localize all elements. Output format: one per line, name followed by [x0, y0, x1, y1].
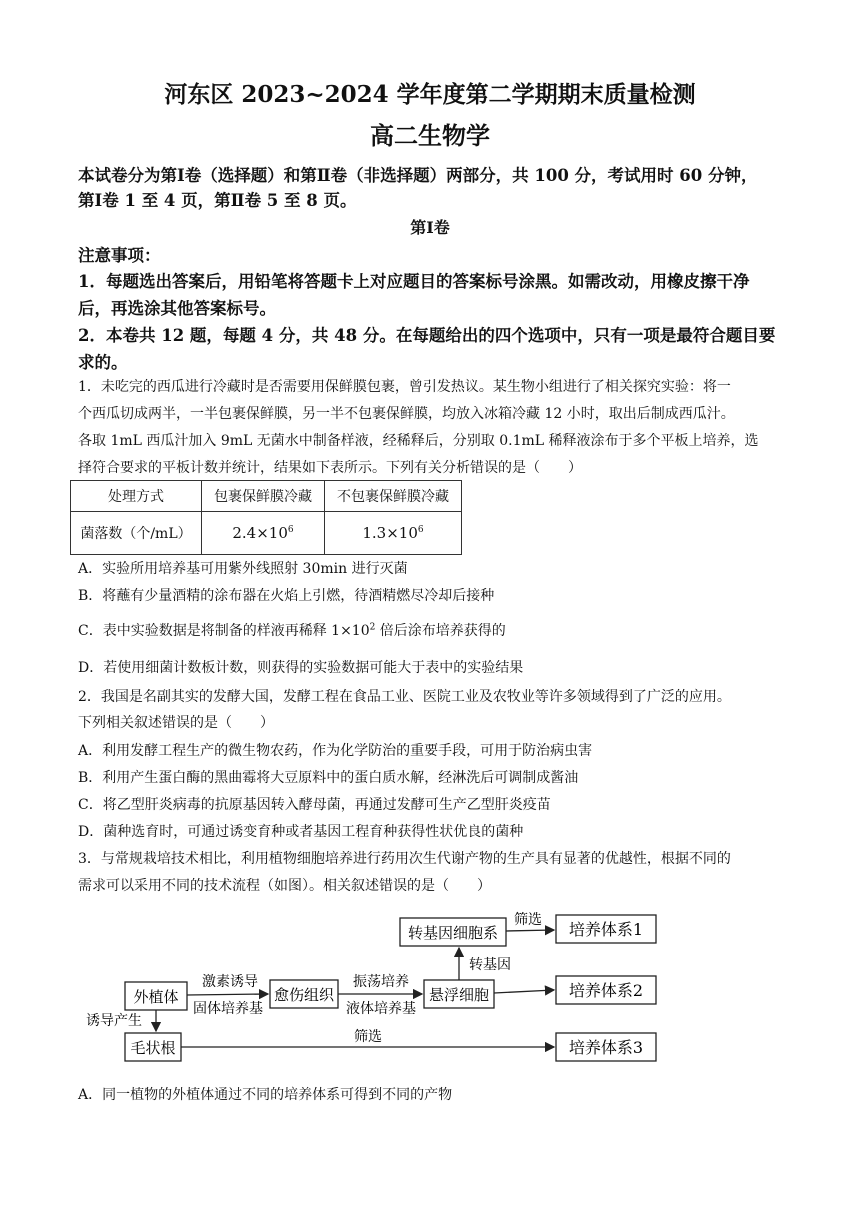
- q2-option-c: C．将乙型肝炎病毒的抗原基因转入酵母菌，再通过发酵可生产乙型肝炎疫苗: [78, 797, 551, 813]
- q3-stem-1: 3．与常规栽培技术相比，利用植物细胞培养进行药用次生代谢产物的生产具有显著的优越性，根据不同的: [78, 851, 731, 867]
- table-header-cell: 处理方式: [71, 481, 202, 512]
- label-system3: 培养体系3: [568, 1038, 644, 1057]
- notice-line-4: 求的。: [78, 353, 128, 372]
- q2-stem-1: 2．我国是名副其实的发酵大国，发酵工程在食品工业、医院工业及农牧业等许多领域得到了广泛的应用。: [78, 689, 731, 705]
- q2-option-a: A．利用发酵工程生产的微生物农药，作为化学防治的重要手段，可用于防治病虫害: [78, 743, 593, 759]
- notice-line-1: 1．每题选出答案后，用铅笔将答题卡上对应题目的答案标号涂黑。如需改动，用橡皮擦干净: [78, 272, 750, 291]
- table-cell-wrapped: [202, 512, 325, 555]
- q3-option-a: A．同一植物的外植体通过不同的培养体系可得到不同的产物: [78, 1087, 453, 1103]
- q1-table: [70, 480, 462, 555]
- option-c-exponent: 2: [369, 622, 376, 633]
- table-header-cell: 不包裹保鲜膜冷藏: [325, 481, 462, 512]
- section-label: 第Ⅰ卷: [410, 218, 450, 237]
- label-hormone: 激素诱导: [202, 974, 258, 990]
- exam-title: 河东区 2023~2024 学年度第二学期期末质量检测: [164, 81, 696, 108]
- label-callus: 愈伤组织: [273, 986, 335, 1004]
- q2-option-b: B．利用产生蛋白酶的黑曲霉将大豆原料中的蛋白质水解，经淋洗后可调制成酱油: [78, 770, 579, 786]
- option-c-pre: C．表中实验数据是将制备的样液再稀释 1×10: [78, 623, 370, 639]
- label-select3: 筛选: [354, 1029, 382, 1045]
- table-header-row: [71, 481, 462, 512]
- q1-option-b: B．将蘸有少量酒精的涂布器在火焰上引燃，待酒精燃尽冷却后接种: [78, 588, 495, 604]
- table-cell-unwrapped: [325, 512, 462, 555]
- option-c-post: 倍后涂布培养获得的: [375, 623, 506, 639]
- label-explant: 外植体: [133, 988, 179, 1006]
- notice-line-3: 2．本卷共 12 题，每题 4 分，共 48 分。在每题给出的四个选项中，只有一项是最符合题目要: [78, 326, 776, 345]
- label-induce: 诱导产生: [86, 1013, 142, 1029]
- cell-mantissa: 2.4×10: [232, 524, 288, 542]
- q3-flow-diagram: [78, 904, 678, 1070]
- q2-option-d: D．菌种选育时，可通过诱变育种或者基因工程育种获得性状优良的菌种: [78, 824, 524, 840]
- label-solid-medium: 固体培养基: [193, 1001, 263, 1017]
- q1-stem-2: 个西瓜切成两半，一半包裹保鲜膜，另一半不包裹保鲜膜，均放入冰箱冷藏 12 小时，取出后制成西瓜汁。: [78, 406, 735, 422]
- q1-stem-3: 各取 1mL 西瓜汁加入 9mL 无菌水中制备样液，经稀释后，分别取 0.1mL 稀释液涂布于多个平板上培养，选: [78, 433, 759, 449]
- arrow-suspension-system2: [494, 990, 554, 993]
- cell-exponent: 6: [417, 525, 424, 535]
- label-system1: 培养体系1: [568, 920, 644, 939]
- cell-exponent: 6: [287, 525, 294, 535]
- label-system2: 培养体系2: [568, 981, 644, 1000]
- notice-heading: 注意事项：: [78, 246, 161, 265]
- table-header-cell: 包裹保鲜膜冷藏: [202, 481, 325, 512]
- label-transgene: 转基因: [469, 957, 511, 973]
- q2-stem-2: 下列相关叙述错误的是（ ）: [78, 715, 274, 731]
- q1-option-c: [78, 620, 798, 640]
- label-hairy-root: 毛状根: [130, 1039, 176, 1057]
- label-select1: 筛选: [514, 912, 542, 928]
- intro-line-1: 本试卷分为第Ⅰ卷（选择题）和第Ⅱ卷（非选择题）两部分，共 100 分，考试用时 60 分钟，: [78, 166, 758, 185]
- q3-stem-2: 需求可以采用不同的技术流程（如图）。相关叙述错误的是（ ）: [78, 878, 491, 894]
- q1-stem-1: 1．未吃完的西瓜进行冷藏时是否需要用保鲜膜包裹，曾引发热议。某生物小组进行了相关探究实验：将一: [78, 379, 731, 395]
- arrow-transgenic-system1: [506, 930, 554, 931]
- cell-mantissa: 1.3×10: [362, 524, 418, 542]
- table-row-label: 菌落数（个/mL）: [71, 512, 202, 555]
- label-suspension: 悬浮细胞: [428, 986, 490, 1004]
- table-row: [71, 512, 462, 555]
- label-transgenic: 转基因细胞系: [407, 924, 499, 942]
- exam-subject: 高二生物学: [370, 121, 490, 150]
- arrow-explant-callus: [187, 994, 268, 995]
- q1-option-d: D．若使用细菌计数板计数，则获得的实验数据可能大于表中的实验结果: [78, 660, 524, 676]
- q1-stem-4: 择符合要求的平板计数并统计，结果如下表所示。下列有关分析错误的是（ ）: [78, 460, 582, 476]
- label-liquid-medium: 液体培养基: [346, 1001, 416, 1017]
- q1-option-a: A．实验所用培养基可用紫外线照射 30min 进行灭菌: [78, 561, 408, 577]
- label-shaking: 振荡培养: [353, 974, 409, 990]
- notice-line-2: 后，再选涂其他答案标号。: [78, 299, 276, 318]
- intro-line-2: 第Ⅰ卷 1 至 4 页，第Ⅱ卷 5 至 8 页。: [78, 191, 357, 210]
